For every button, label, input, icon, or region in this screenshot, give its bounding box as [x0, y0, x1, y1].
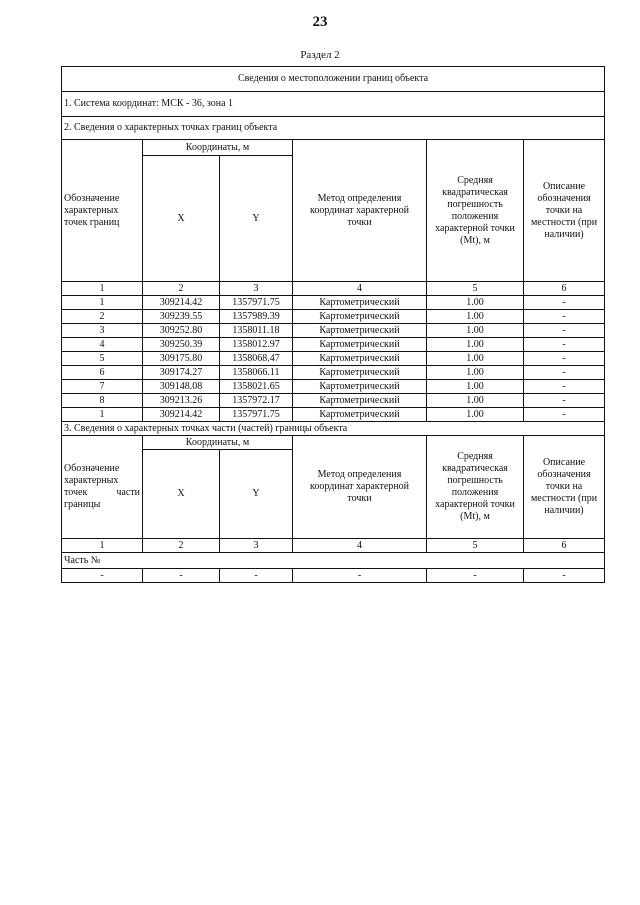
description-cell: - [524, 310, 605, 324]
table-row [62, 394, 605, 408]
point-number-cell: 7 [62, 380, 143, 394]
description-cell: - [524, 408, 605, 422]
header-x-part: X [143, 450, 220, 539]
method-cell: Картометрический [293, 296, 427, 310]
column-number: 5 [427, 539, 524, 553]
point-number-cell: 1 [62, 296, 143, 310]
header-y: Y [220, 156, 293, 282]
y-cell: 1358068.47 [220, 352, 293, 366]
x-cell: 309148.08 [143, 380, 220, 394]
x-cell: 309214.42 [143, 296, 220, 310]
boundary-table [61, 66, 605, 583]
x-cell: 309174.27 [143, 366, 220, 380]
column-number: 4 [293, 282, 427, 296]
y-cell: 1358012.97 [220, 338, 293, 352]
point-number-cell: 5 [62, 352, 143, 366]
y-cell: 1357972.17 [220, 394, 293, 408]
description-cell: - [524, 394, 605, 408]
header-coordinates-part: Координаты, м [143, 436, 293, 450]
header-y-part: Y [220, 450, 293, 539]
section-title: Раздел 2 [300, 49, 340, 61]
x-cell: 309250.39 [143, 338, 220, 352]
header-coordinates: Координаты, м [143, 140, 293, 156]
y-cell: 1358021.65 [220, 380, 293, 394]
x-cell: 309252.80 [143, 324, 220, 338]
part-cell: - [220, 569, 293, 583]
point-number-cell: 8 [62, 394, 143, 408]
column-number-row [62, 282, 605, 296]
method-cell: Картометрический [293, 394, 427, 408]
error-cell: 1.00 [427, 394, 524, 408]
column-number: 1 [62, 539, 143, 553]
description-cell: - [524, 380, 605, 394]
method-cell: Картометрический [293, 366, 427, 380]
method-cell: Картометрический [293, 324, 427, 338]
y-cell: 1357971.75 [220, 408, 293, 422]
table-title: Сведения о местоположении границ объекта [62, 67, 605, 92]
x-cell: 309175.80 [143, 352, 220, 366]
x-cell: 309214.42 [143, 408, 220, 422]
description-cell: - [524, 324, 605, 338]
method-cell: Картометрический [293, 408, 427, 422]
description-cell: - [524, 296, 605, 310]
error-cell: 1.00 [427, 352, 524, 366]
header-method: Метод определения координат характерной точки [293, 140, 427, 282]
table-row [62, 296, 605, 310]
header-error-part: Средняя квадратическая погрешность положения характерной точки (Mt), м [427, 436, 524, 539]
point-number-cell: 2 [62, 310, 143, 324]
header-error: Средняя квадратическая погрешность положения характерной точки (Mt), м [427, 140, 524, 282]
part-cell: - [62, 569, 143, 583]
method-cell: Картометрический [293, 380, 427, 394]
header-point-designation: Обозначение характерных точек границ [62, 140, 143, 282]
table-row [62, 366, 605, 380]
column-number: 5 [427, 282, 524, 296]
error-cell: 1.00 [427, 380, 524, 394]
point-number-cell: 4 [62, 338, 143, 352]
header-description-part: Описание обозначения точки на местности (при наличии) [524, 436, 605, 539]
header-description: Описание обозначения точки на местности (при наличии) [524, 140, 605, 282]
header-x: X [143, 156, 220, 282]
description-cell: - [524, 366, 605, 380]
column-number-row-part [62, 539, 605, 553]
table-row [62, 408, 605, 422]
header-method-part: Метод определения координат характерной точки [293, 436, 427, 539]
error-cell: 1.00 [427, 324, 524, 338]
part-row [62, 569, 605, 583]
description-cell: - [524, 338, 605, 352]
table-row [62, 352, 605, 366]
x-cell: 309213.26 [143, 394, 220, 408]
column-number: 4 [293, 539, 427, 553]
method-cell: Картометрический [293, 310, 427, 324]
coordinate-system: 1. Система координат: МСК - 36, зона 1 [62, 92, 605, 117]
column-number: 2 [143, 539, 220, 553]
column-number: 3 [220, 539, 293, 553]
table-row [62, 338, 605, 352]
y-cell: 1357971.75 [220, 296, 293, 310]
part-cell: - [293, 569, 427, 583]
section-2-title: 2. Сведения о характерных точках границ объекта [62, 117, 605, 140]
error-cell: 1.00 [427, 296, 524, 310]
section-3-title: 3. Сведения о характерных точках части (частей) границы объекта [62, 422, 605, 436]
part-cell: - [143, 569, 220, 583]
column-number: 3 [220, 282, 293, 296]
column-number: 6 [524, 539, 605, 553]
header-part-point-designation: Обозначение характерных точек части границы [62, 436, 143, 539]
y-cell: 1358066.11 [220, 366, 293, 380]
page-number: 23 [312, 14, 328, 30]
y-cell: 1357989.39 [220, 310, 293, 324]
error-cell: 1.00 [427, 408, 524, 422]
point-number-cell: 3 [62, 324, 143, 338]
table-row [62, 380, 605, 394]
error-cell: 1.00 [427, 366, 524, 380]
y-cell: 1358011.18 [220, 324, 293, 338]
error-cell: 1.00 [427, 310, 524, 324]
description-cell: - [524, 352, 605, 366]
point-rows [62, 296, 605, 422]
part-cell: - [427, 569, 524, 583]
point-number-cell: 6 [62, 366, 143, 380]
error-cell: 1.00 [427, 338, 524, 352]
x-cell: 309239.55 [143, 310, 220, 324]
method-cell: Картометрический [293, 338, 427, 352]
column-number: 6 [524, 282, 605, 296]
part-cell: - [524, 569, 605, 583]
table-row [62, 310, 605, 324]
column-number: 2 [143, 282, 220, 296]
point-number-cell: 1 [62, 408, 143, 422]
part-label: Часть № [62, 553, 605, 569]
column-number: 1 [62, 282, 143, 296]
table-row [62, 324, 605, 338]
method-cell: Картометрический [293, 352, 427, 366]
